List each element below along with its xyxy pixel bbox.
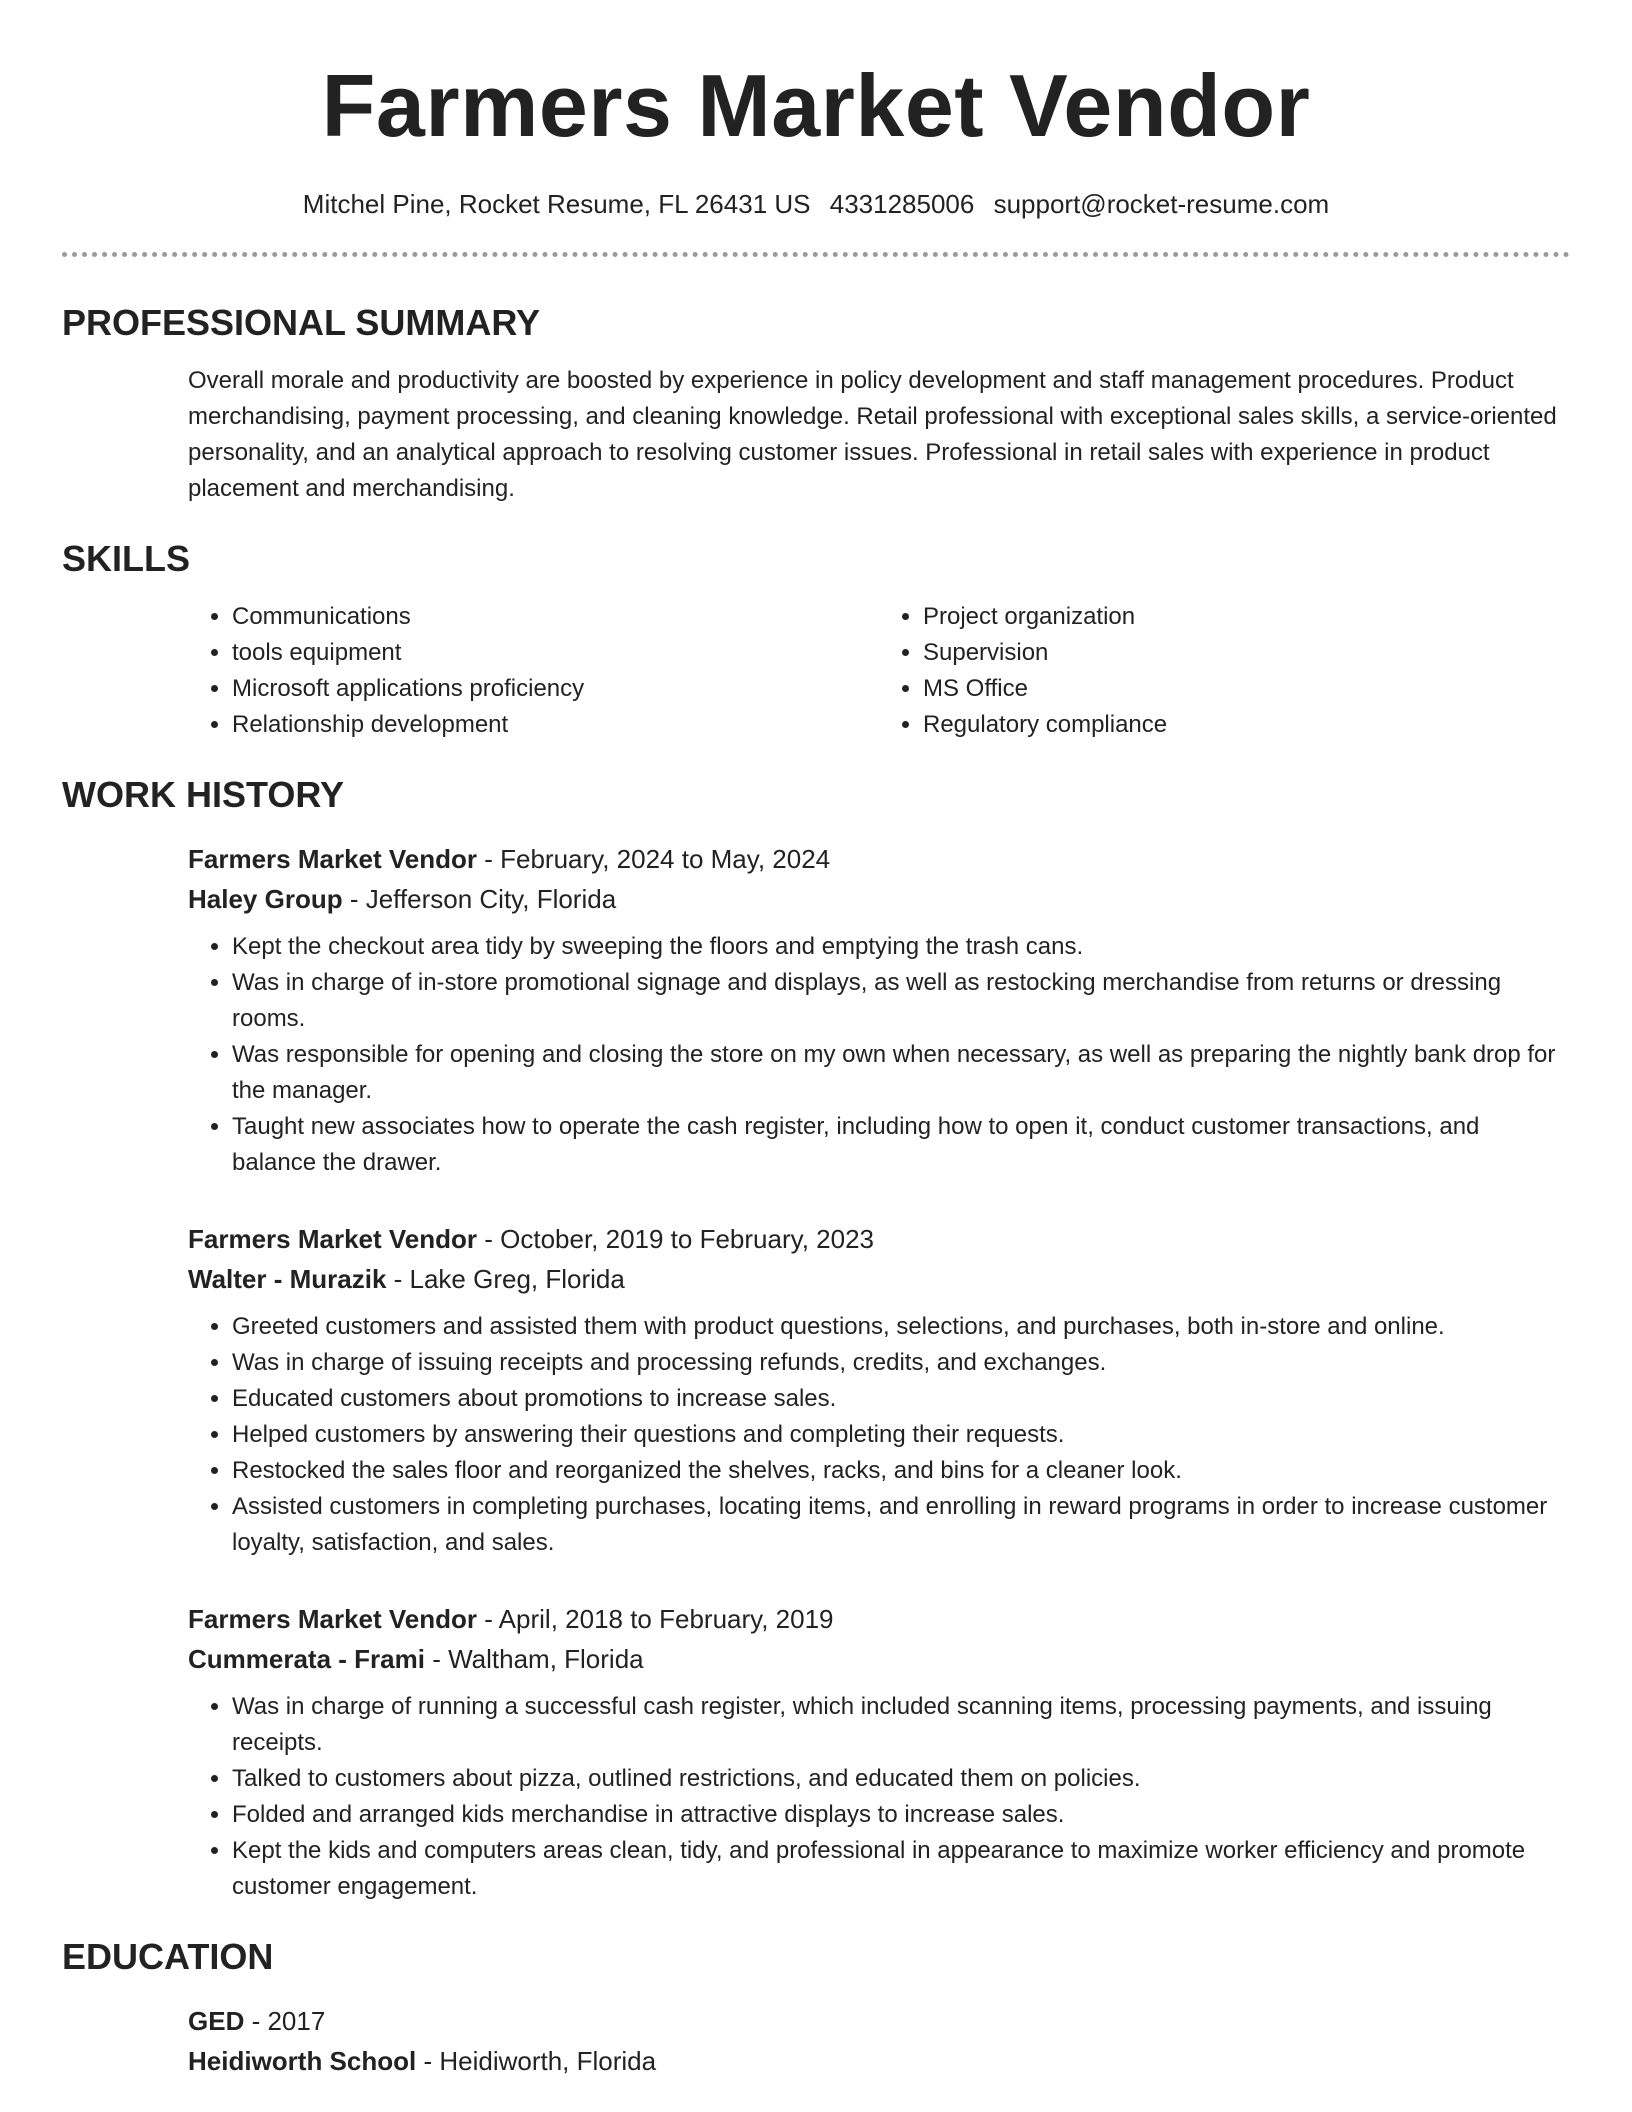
job-bullets: [188, 929, 1570, 1181]
job-entry: [188, 839, 1570, 1181]
skill-item: • tools equipment: [232, 635, 879, 671]
job-company-line: [188, 879, 1570, 919]
job-company-line: [188, 1639, 1570, 1679]
job-bullet: • Restocked the sales floor and reorganized the shelves, racks, and bins for a cleaner look.: [232, 1453, 1570, 1489]
work-history-section: [62, 771, 1570, 1905]
job-entry: [188, 1219, 1570, 1561]
education-degree-line: [188, 2001, 1570, 2041]
job-bullet: • Was in charge of in-store promotional signage and displays, as well as restocking merchandise from returns or dressing rooms.: [232, 965, 1570, 1037]
skill-item: • Supervision: [923, 635, 1570, 671]
contact-email: support@rocket-resume.com: [993, 189, 1330, 219]
job-bullet: • Was responsible for opening and closing the store on my own when necessary, as well as preparing the nightly bank drop for the manager.: [232, 1037, 1570, 1109]
header-divider: [62, 252, 1570, 257]
job-location: - Jefferson City, Florida: [342, 884, 617, 914]
contact-address: Mitchel Pine, Rocket Resume, FL 26431 US: [302, 189, 811, 219]
resume-title: Farmers Market Vendor: [321, 56, 1311, 155]
education-heading: EDUCATION: [62, 1936, 274, 1977]
job-company-line: [188, 1259, 1570, 1299]
job-dates: - April, 2018 to February, 2019: [477, 1604, 834, 1634]
job-title-line: [188, 1599, 1570, 1639]
job-bullet: • Helped customers by answering their questions and completing their requests.: [232, 1417, 1570, 1453]
summary-section: [62, 299, 1570, 507]
job-bullet: • Assisted customers in completing purchases, locating items, and enrolling in reward programs in order to increase customer loyalty, satisfaction, and sales.: [232, 1489, 1570, 1561]
job-bullet: • Educated customers about promotions to increase sales.: [232, 1381, 1570, 1417]
job-bullet: • Kept the kids and computers areas clean, tidy, and professional in appearance to maximize worker efficiency and promote customer engagement.: [232, 1833, 1570, 1905]
education-year: - 2017: [244, 2006, 326, 2036]
skills-heading: SKILLS: [62, 538, 191, 579]
contact-phone: 4331285006: [829, 189, 975, 219]
skill-item: • Microsoft applications proficiency: [232, 671, 879, 707]
education-degree: GED: [188, 2006, 245, 2036]
job-title-line: [188, 839, 1570, 879]
skill-item: • Communications: [232, 599, 879, 635]
job-dates: - October, 2019 to February, 2023: [477, 1224, 874, 1254]
skills-grid: [188, 599, 1570, 743]
work-history-heading: WORK HISTORY: [62, 774, 345, 815]
summary-heading: PROFESSIONAL SUMMARY: [62, 302, 541, 343]
education-school: Heidiworth School: [188, 2046, 417, 2076]
job-bullet: • Talked to customers about pizza, outlined restrictions, and educated them on policies.: [232, 1761, 1570, 1797]
job-company: Walter - Murazik: [188, 1264, 387, 1294]
education-section: [62, 1933, 1570, 2081]
job-location: - Lake Greg, Florida: [386, 1264, 625, 1294]
job-bullet: • Greeted customers and assisted them with product questions, selections, and purchases, both in-store and online.: [232, 1309, 1570, 1345]
job-bullet: • Kept the checkout area tidy by sweeping the floors and emptying the trash cans.: [232, 929, 1570, 965]
job-title-line: [188, 1219, 1570, 1259]
contact-line: [62, 186, 1570, 222]
skills-column-left: [188, 599, 879, 743]
education-entry: [188, 2001, 1570, 2081]
job-bullets: [188, 1689, 1570, 1905]
skills-section: [62, 535, 1570, 743]
skill-item: • Project organization: [923, 599, 1570, 635]
skill-item: • Relationship development: [232, 707, 879, 743]
job-dates: - February, 2024 to May, 2024: [477, 844, 831, 874]
job-bullet: • Folded and arranged kids merchandise in attractive displays to increase sales.: [232, 1797, 1570, 1833]
job-title: Farmers Market Vendor: [188, 844, 478, 874]
education-location: - Heidiworth, Florida: [416, 2046, 657, 2076]
job-location: - Waltham, Florida: [424, 1644, 644, 1674]
education-school-line: [188, 2041, 1570, 2081]
skill-item: • MS Office: [923, 671, 1570, 707]
job-bullets: [188, 1309, 1570, 1561]
job-bullet: • Was in charge of running a successful cash register, which included scanning items, processing payments, and issuing receipts.: [232, 1689, 1570, 1761]
summary-text: Overall morale and productivity are boosted by experience in policy development and staff management procedures. Product merchandising, payment processing, and cleaning knowledge. Retail professional with exceptional sales skills, a service-oriented personality, and an analytical approach to resolving customer issues. Professional in retail sales with experience in product placement and merchandising.: [188, 367, 1557, 502]
skills-column-right: [879, 599, 1570, 743]
job-entry: [188, 1599, 1570, 1905]
job-title: Farmers Market Vendor: [188, 1224, 478, 1254]
job-title: Farmers Market Vendor: [188, 1604, 478, 1634]
job-company: Haley Group: [188, 884, 343, 914]
job-company: Cummerata - Frami: [188, 1644, 425, 1674]
job-bullet: • Was in charge of issuing receipts and processing refunds, credits, and exchanges.: [232, 1345, 1570, 1381]
job-bullet: • Taught new associates how to operate the cash register, including how to open it, conduct customer transactions, and balance the drawer.: [232, 1109, 1570, 1181]
skill-item: • Regulatory compliance: [923, 707, 1570, 743]
